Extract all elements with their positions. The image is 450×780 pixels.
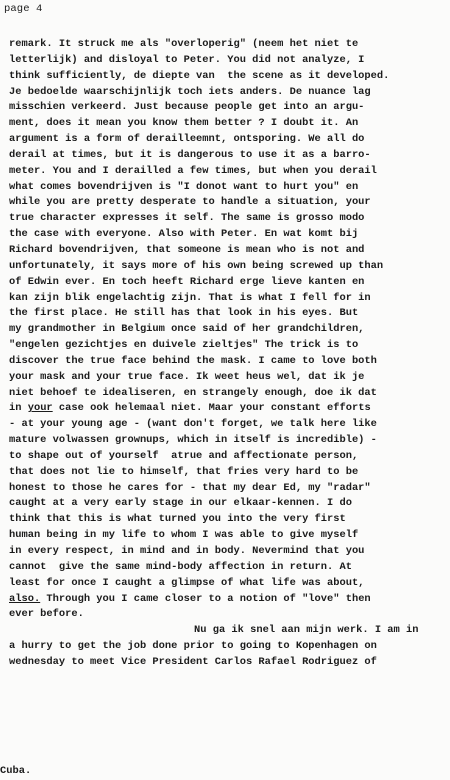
text-line: remark. It struck me als "overloperig" (neem het niet te	[9, 38, 359, 50]
underlined-word: also.	[9, 592, 41, 605]
text-line: argument is a form of derailleemnt, ontsporing. We all do	[9, 133, 365, 146]
text-fragment: case ook helemaal niet. Maar your constant efforts	[58, 402, 371, 415]
text-line: caught at a very early stage in our elkaar-kennen. I do	[9, 497, 352, 510]
text-line: my grandmother in Belgium once said of her grandchildren,	[9, 323, 365, 336]
text-line: "engelen gezichtjes en duivele zieltjes" The trick is to	[9, 339, 359, 352]
text-line: ever before.	[9, 608, 84, 621]
text-line: meter. You and I derailled a few times, but when you derail	[9, 164, 377, 177]
text-fragment: in	[9, 402, 28, 415]
letter-body	[9, 37, 445, 671]
text-line: the case with everyone. Also with Peter. En wat komt bij	[9, 228, 359, 241]
text-line: discover the true face behind the mask. I came to love both	[9, 354, 377, 367]
text-line: think that this is what turned you into the very first	[9, 513, 346, 526]
text-line: mature volwassen grownups, which in itself is incredible) -	[9, 434, 377, 447]
closing-line: wednesday to meet Vice President Carlos Rafael Rodriguez of	[9, 655, 377, 668]
text-line: your mask and your true face. Ik weet heus wel, dat ik je	[9, 370, 365, 383]
text-line: ment, does it mean you know them better ? I doubt it. An	[9, 117, 359, 130]
text-line: of Edwin ever. En toch heeft Richard erge lieve kanten en	[9, 275, 365, 288]
text-line: in every respect, in mind and in body. Nevermind that you	[9, 545, 365, 557]
text-line: honest to those he cares for - that my dear Ed, my "radar"	[9, 481, 371, 494]
text-line: - at your young age - (want don't forget, we talk here like	[9, 418, 377, 431]
page-number: page 4	[4, 3, 43, 15]
text-line: Je bedoelde waarschijnlijk toch iets anders. De nuance lag	[9, 85, 371, 98]
text-line: misschien verkeerd. Just because people get into an argu-	[9, 101, 365, 114]
text-line: kan zijn blik engelachtig zijn. That is what I fell for in	[9, 291, 371, 304]
text-line: that does not lie to himself, that fries very hard to be	[9, 465, 359, 478]
underlined-word: your	[27, 402, 53, 415]
text-line: think sufficiently, de diepte van the scene as it developed.	[9, 69, 390, 82]
text-line: what comes bovendrijven is "I donot want to hurt you" en	[9, 180, 359, 193]
text-line: niet behoef te idealiseren, en strangely enough, doe ik dat	[9, 386, 377, 399]
continuation-footer: Cuba.	[0, 765, 32, 777]
text-fragment: Through you I came closer to a notion of "love" then	[40, 592, 371, 605]
text-line: letterlijk) and disloyal to Peter. You did not analyze, I	[9, 53, 365, 66]
text-line: cannot give the same mind-body affection in return. At	[9, 560, 352, 573]
text-line: least for once I caught a glimpse of what life was about,	[9, 576, 365, 589]
text-line: human being in my life to whom I was able to give myself	[9, 529, 359, 542]
text-line: to shape out of yourself atrue and affectionate person,	[9, 449, 359, 462]
text-line-with-underline	[9, 592, 445, 608]
text-line: true character expresses it self. The same is grosso modo	[9, 212, 365, 225]
text-line-with-underline	[9, 401, 445, 417]
text-line: while you are pretty desperate to handle a situation, your	[9, 196, 371, 209]
closing-paragraph-first-line: Nu ga ik snel aan mijn werk. I am in	[194, 624, 419, 637]
closing-line: a hurry to get the job done prior to going to Kopenhagen on	[9, 640, 377, 653]
text-line: unfortunately, it says more of his own being screwed up than	[9, 259, 384, 272]
text-line: the first place. He still has that look in his eyes. But	[9, 307, 359, 320]
text-line: Richard bovendrijven, that someone is mean who is not and	[9, 243, 365, 256]
text-line: derail at times, but it is dangerous to use it as a barro-	[9, 148, 371, 161]
